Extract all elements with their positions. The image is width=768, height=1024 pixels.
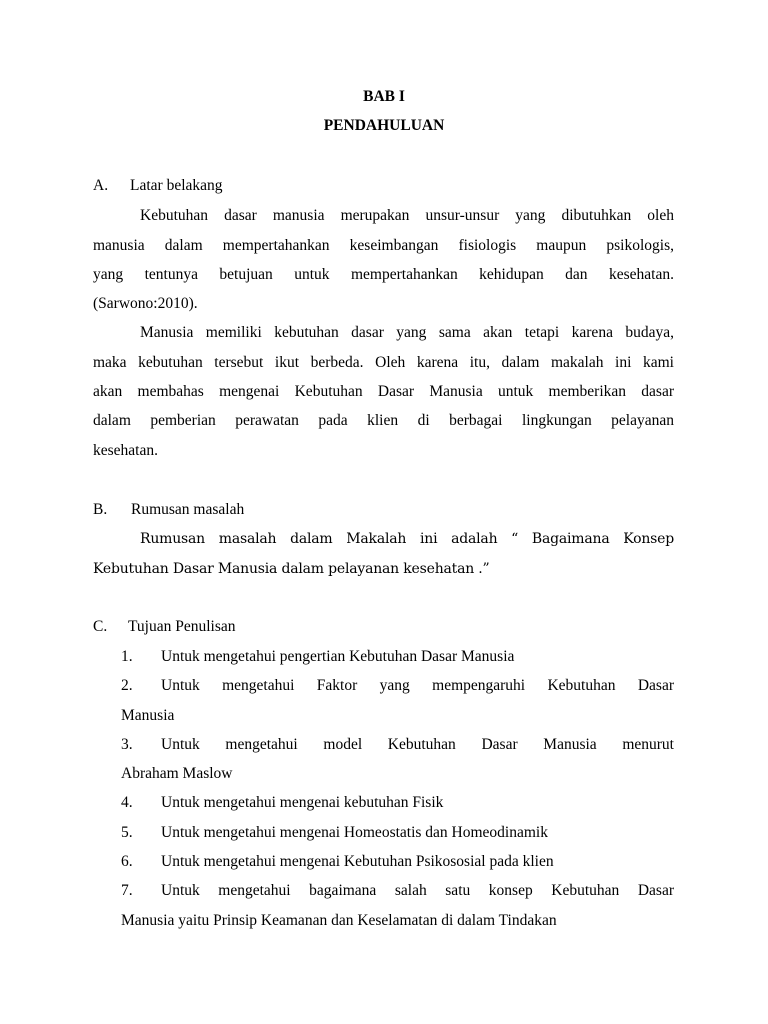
list-item (121, 793, 674, 813)
section-a-title: Latar belakang (130, 177, 223, 194)
paragraph-line: manusia dalam mempertahankan keseimbangan fisiologis maupun psikologis, (93, 237, 674, 254)
list-item (121, 735, 674, 755)
list-item-number: 3. (121, 736, 133, 753)
list-item-text: Untuk mengetahui Faktor yang mempengaruhi Kebutuhan Dasar (161, 677, 674, 694)
paragraph-line: kesehatan. (93, 442, 158, 459)
list-item-number: 2. (121, 677, 133, 694)
paragraph-line: Manusia memiliki kebutuhan dasar yang sama akan tetapi karena budaya, (140, 324, 674, 341)
list-item-text: Untuk mengetahui pengertian Kebutuhan Dasar Manusia (161, 648, 515, 665)
list-item (121, 881, 674, 901)
paragraph-line: Kebutuhan dasar manusia merupakan unsur-unsur yang dibutuhkan oleh (140, 207, 674, 224)
paragraph-line: akan membahas mengenai Kebutuhan Dasar Manusia untuk memberikan dasar (93, 383, 674, 400)
list-item (121, 676, 674, 696)
chapter-number: BAB I (363, 88, 405, 105)
list-item-number: 5. (121, 824, 133, 841)
list-item (121, 852, 674, 872)
list-item-number: 1. (121, 648, 133, 665)
section-a-heading (93, 176, 223, 196)
paragraph-line: Kebutuhan Dasar Manusia dalam pelayanan kesehatan .” (93, 561, 490, 577)
paragraph-line: yang tentunya betujuan untuk mempertahankan kehidupan dan kesehatan. (93, 266, 674, 283)
section-b-heading (93, 500, 244, 520)
list-item-text: Untuk mengetahui mengenai Homeostatis dan Homeodinamik (161, 824, 548, 841)
section-b-title: Rumusan masalah (131, 501, 245, 518)
list-item-number: 7. (121, 882, 133, 899)
list-item (121, 823, 674, 843)
list-item-text: Untuk mengetahui mengenai kebutuhan Fisik (161, 794, 444, 811)
section-c-title: Tujuan Penulisan (128, 618, 236, 635)
section-c-label: C. (93, 618, 108, 635)
section-b-label: B. (93, 501, 108, 518)
paragraph-line: maka kebutuhan tersebut ikut berbeda. Oleh karena itu, dalam makalah ini kami (93, 354, 674, 371)
list-item-continuation: Abraham Maslow (121, 765, 233, 782)
chapter-title: PENDAHULUAN (323, 117, 445, 134)
section-a-label: A. (93, 177, 109, 194)
paragraph-line: Rumusan masalah dalam Makalah ini adalah “ Bagaimana Konsep (140, 531, 674, 547)
list-item-continuation: Manusia yaitu Prinsip Keamanan dan Keselamatan di dalam Tindakan (121, 912, 557, 929)
paragraph-line: (Sarwono:2010). (93, 295, 198, 312)
paragraph-line: dalam pemberian perawatan pada klien di berbagai lingkungan pelayanan (93, 412, 674, 429)
list-item (121, 647, 674, 667)
list-item-number: 6. (121, 853, 133, 870)
list-item-text: Untuk mengetahui bagaimana salah satu konsep Kebutuhan Dasar (161, 882, 674, 899)
section-c-heading (93, 617, 236, 637)
list-item-number: 4. (121, 794, 133, 811)
list-item-text: Untuk mengetahui model Kebutuhan Dasar Manusia menurut (161, 736, 674, 753)
list-item-text: Untuk mengetahui mengenai Kebutuhan Psikososial pada klien (161, 853, 554, 870)
list-item-continuation: Manusia (121, 707, 175, 724)
